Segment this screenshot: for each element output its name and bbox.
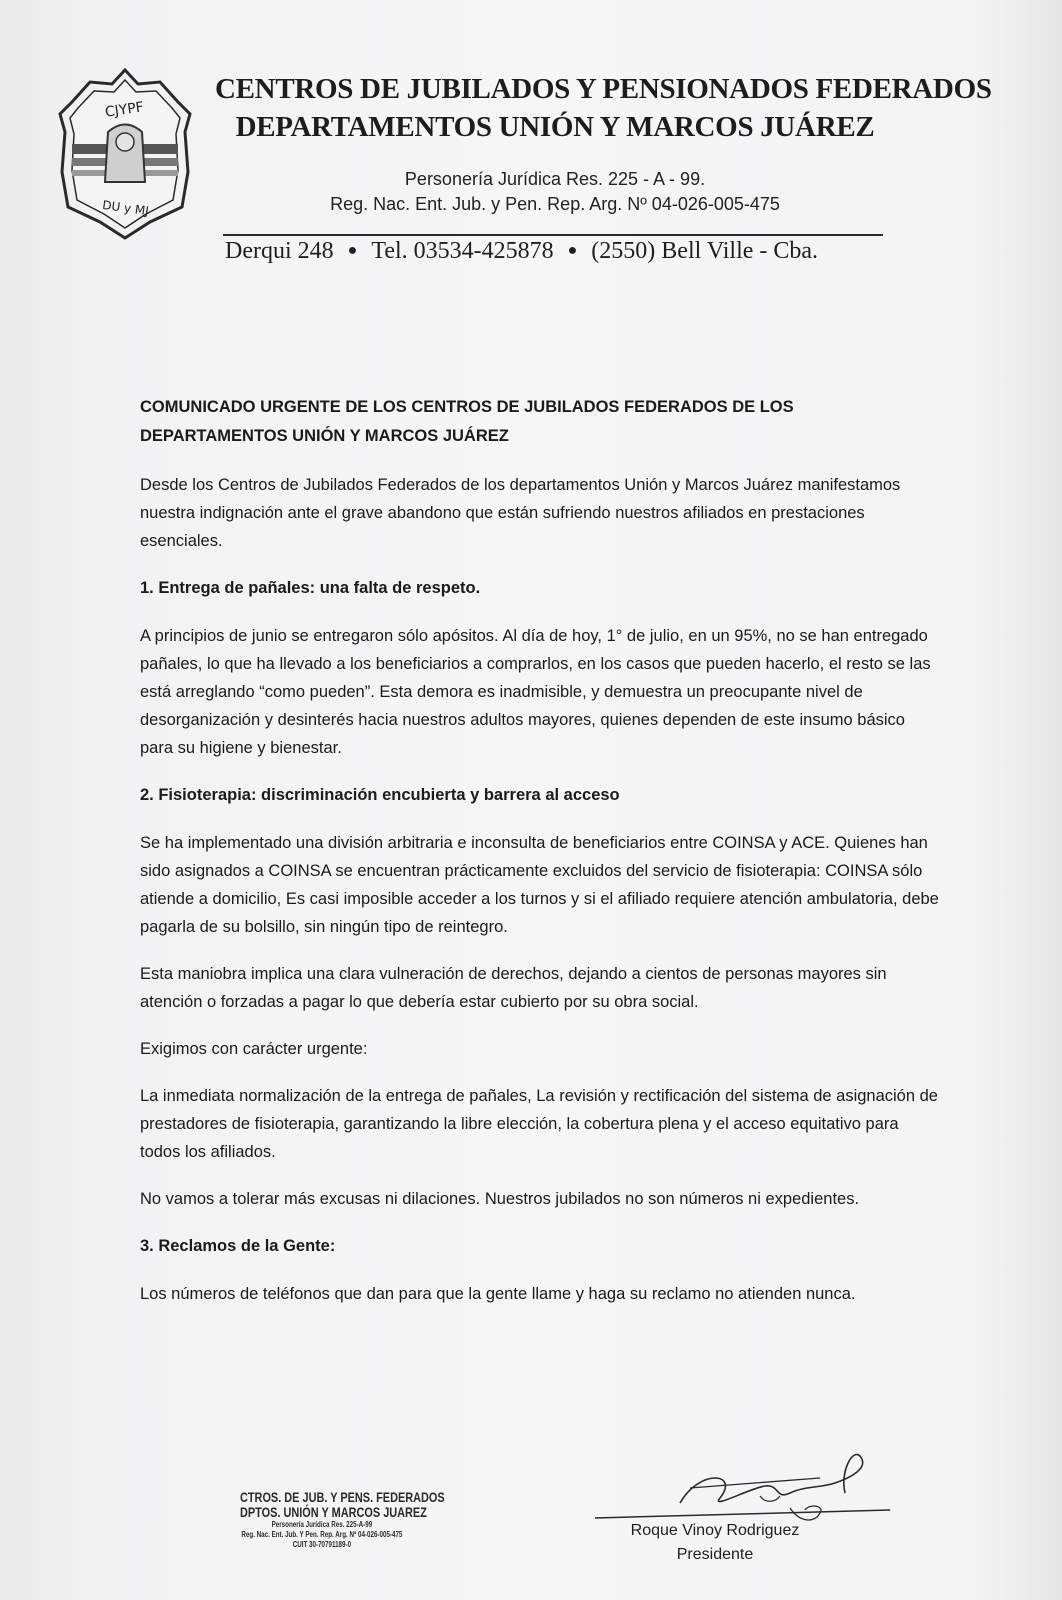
bullet-separator: ● [567,242,578,259]
stamp-line5: CUIT 30-70791189-0 [292,1540,352,1549]
section2-paragraph-2: Esta maniobra implica una clara vulneración de derechos, dejando a cientos de personas mayores sin atención o forzadas a pagar lo que debería estar cubierto por su obra social. [140,965,887,1011]
organization-title [215,70,992,146]
section3-paragraph: Los números de teléfonos que dan para que la gente llame y haga su reclamo no atienden nunca. [140,1285,856,1303]
association-logo [50,62,200,242]
legal-line1: Personería Jurídica Res. 225 - A - 99. [404,169,706,189]
section2-paragraph: Se ha implementado una división arbitraria e inconsulta de beneficiarios entre COINSA y ACE. Quienes han sido asignados a COINSA se encuentran prácticamente excluidos del servicio de fisioterapia: COINSA sólo atiende a domicilio, Es casi imposible acceder a los turnos y si el afiliado requiere atención ambulatoria, debe pagarla de su bolsillo, sin ningún tipo de reintegro. [140,834,939,936]
bullet-separator: ● [347,242,358,259]
heading-line2: DEPARTAMENTOS UNIÓN Y MARCOS JUÁREZ [140,427,509,445]
closing-paragraph: No vamos a tolerar más excusas ni dilaciones. Nuestros jubilados no son números ni expedientes. [140,1190,860,1208]
legal-line2: Reg. Nac. Ent. Jub. y Pen. Rep. Arg. Nº 04-026-005-475 [330,194,780,214]
intro-paragraph: Desde los Centros de Jubilados Federados de los departamentos Unión y Marcos Juárez manifestamos nuestra indignación ante el grave abandono que están sufriendo nuestros afiliados en prestaciones esenciales. [140,476,901,550]
stamp-line4: Reg. Nac. Ent. Jub. Y Pen. Rep. Arg. Nº 04-026-005-475 [241,1530,403,1539]
city: (2550) Bell Ville - Cba. [591,238,819,264]
header-divider [223,234,883,236]
communique-body [140,393,940,1327]
demand-paragraph: La inmediata normalización de la entrega de pañales, La revisión y rectificación del sistema de asignación de prestadores de fisioterapia, garantizando la libre elección, la cobertura plena y el acceso equitativo para todos los afiliados. [140,1087,938,1161]
legal-registration [255,167,855,217]
section2-title: 2. Fisioterapia: discriminación encubierta y barrera al acceso [140,786,620,804]
heading-line1: COMUNICADO URGENTE DE LOS CENTROS DE JUBILADOS FEDERADOS DE LOS [140,398,794,416]
section1-paragraph: A principios de junio se entregaron sólo apósitos. Al día de hoy, 1° de julio, en un 95%, no se han entregado pañales, lo que ha llevado a los beneficiarios a comprarlos, en los casos que pueden hacerlo, el resto se las está arreglando “como pueden”. Esta demora es inadmisible, y demuestra un preocupante nivel de desorganización y desinterés hacia nuestros adultos mayores, quienes dependen de este insumo básico para su higiene y bienestar. [140,627,931,757]
signer-role: Presidente [676,1546,754,1563]
organization-title-line1: CENTROS DE JUBILADOS Y PENSIONADOS FEDERADOS [215,73,992,105]
signer-name: Roque Vinoy Rodriguez [630,1522,800,1539]
communique-heading [140,393,940,451]
stamp-line3: Personería Jurídica Res. 225-A-99 [271,1520,373,1529]
institution-stamp [240,1489,445,1550]
stamp-line1: CTROS. DE JUB. Y PENS. FEDERADOS [240,1489,445,1505]
svg-text:DU y MJ: DU y MJ [101,197,150,219]
section3-title: 3. Reclamos de la Gente: [140,1237,336,1255]
address: Derqui 248 [225,238,334,264]
demand-intro: Exigimos con carácter urgente: [140,1040,368,1058]
section1-title: 1. Entrega de pañales: una falta de respeto. [140,579,481,597]
contact-line [225,238,885,265]
svg-text:CJYPF: CJYPF [104,99,145,121]
organization-title-line2: DEPARTAMENTOS UNIÓN Y MARCOS JUÁREZ [235,111,875,143]
phone: Tel. 03534-425878 [371,238,554,264]
stamp-line2: DPTOS. UNIÓN Y MARCOS JUAREZ [240,1504,427,1520]
